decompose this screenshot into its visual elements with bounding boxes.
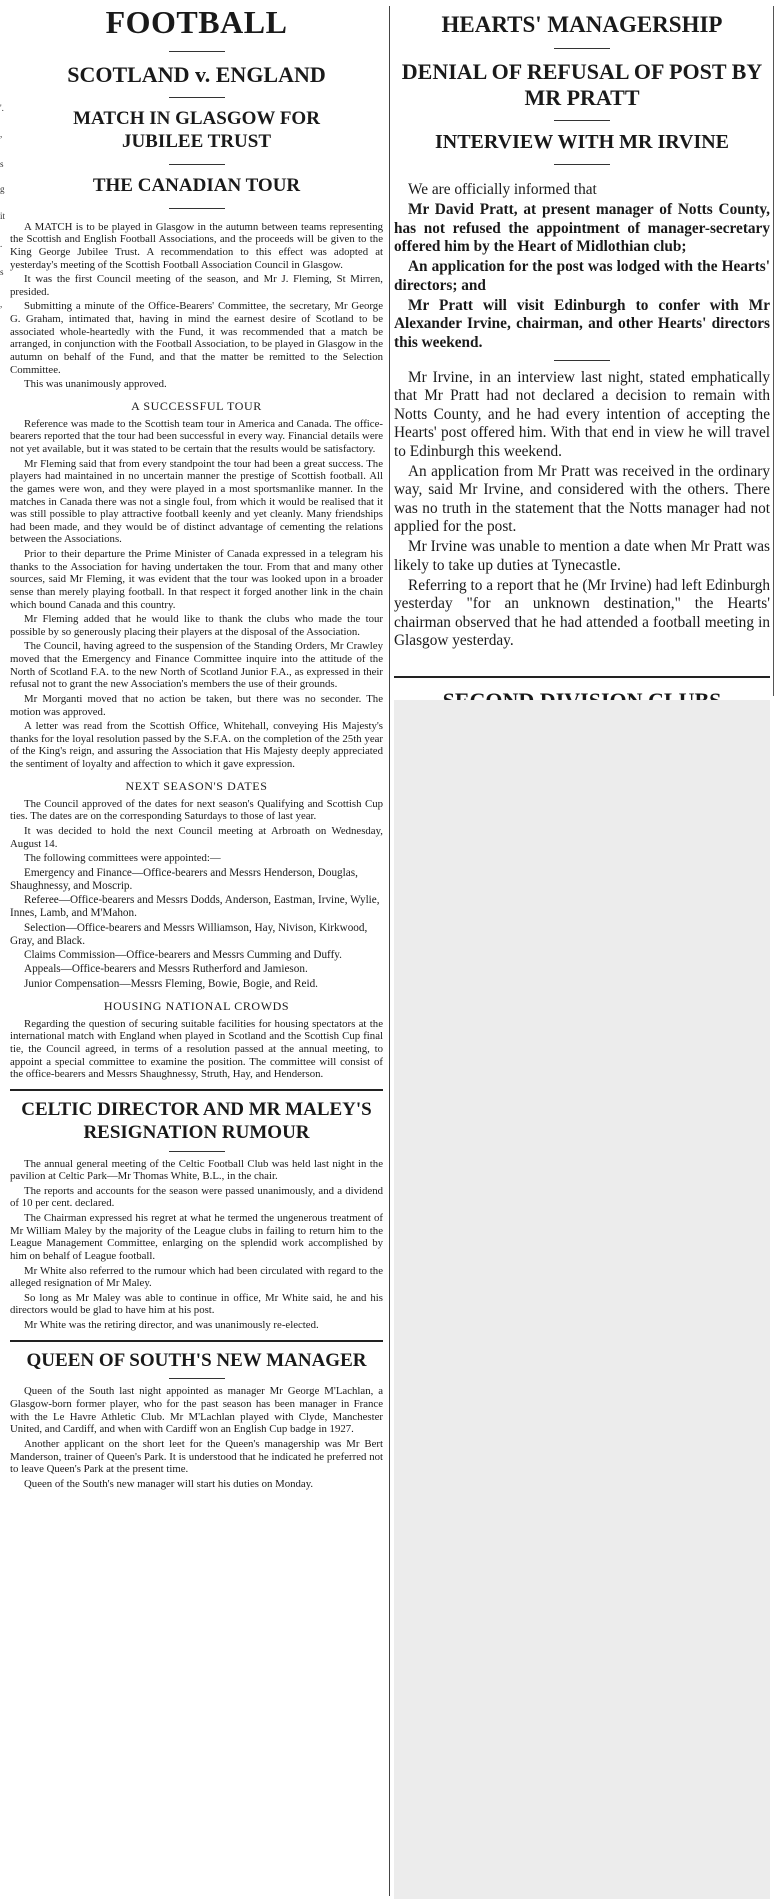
committee-item: Junior Compensation—Messrs Fleming, Bowie, Bogie, and Reid.: [24, 977, 318, 990]
paragraph: It was the first Council meeting of the season, and Mr J. Fleming, St Mirren, presided.: [10, 273, 383, 298]
queen-heading: QUEEN OF SOUTH'S NEW MANAGER: [26, 1349, 367, 1371]
committee-item: Emergency and Finance—Office-bearers and Messrs Henderson, Douglas, Shaughnessy, and Moscrip.: [10, 866, 358, 893]
column-rule-right: [773, 6, 774, 696]
paragraph: The Council, having agreed to the suspension of the Standing Orders, Mr Crawley moved that the Emergency and Finance Committee inquire into the attitude of the North of Scotland F.A. to the new North of Scotland Junior F.A., as expressed in their refusal not to grant the new Association's members the use of their grounds.: [10, 640, 383, 691]
paragraph: Mr Irvine was unable to mention a date when Mr Pratt was likely to take up duties at Tynecastle.: [394, 538, 770, 574]
paragraph: A MATCH is to be played in Glasgow in the autumn between teams representing the Scottish and English Football Associations, and the proceeds will be given to the King George Jubilee Trust. A recommendation to this effect was adopted at yesterday's meeting of the Scottish Football Association Council in Glasgow.: [10, 220, 383, 271]
paragraph: Mr White was the retiring director, and was unanimously re-elected.: [24, 1319, 319, 1331]
paragraph: A letter was read from the Scottish Office, Whitehall, conveying His Majesty's thanks for the loyal resolution passed by the S.F.A. on the completion of the 25th year of the King's reign, and assuring the Association that His Majesty deeply appreciated the sentiment of loyalty and affection to which it gave expression.: [10, 720, 383, 771]
paragraph: This was unanimously approved.: [24, 378, 167, 391]
housing-body: [10, 1018, 383, 1081]
intro-body: [10, 221, 383, 391]
paragraph: Mr White also referred to the rumour which had been circulated with regard to the alleged resignation of Mr Maley.: [10, 1264, 383, 1290]
paragraph: Referring to a report that he (Mr Irvine) had left Edinburgh yesterday "for an unknown destination," the Hearts' chairman observed that he had attended a football meeting in Glasgow yesterday.: [394, 576, 770, 649]
tour-body: [10, 418, 383, 771]
paragraph: Queen of the South last night appointed as manager Mr George M'Lachlan, a Glasgow-born former player, who for the past season has been manager in France with the Le Havre Athletic Club. Mr M'Lachlan played with Clyde, Manchester United, and Cardiff, and when with Cardiff won an English Cup badge in 1927.: [10, 1385, 383, 1436]
right-column: [394, 0, 770, 937]
committee-item: Selection—Office-bearers and Messrs Williamson, Hay, Nivison, Kirkwood, Gray, and Black.: [10, 921, 368, 947]
paragraph: The annual general meeting of the Celtic Football Club was held last night in the pavilion at Celtic Park—Mr Thomas White, B.L., in the chair.: [10, 1157, 383, 1183]
paragraph: Mr Fleming said that from every standpoint the tour had been a great success. The players had maintained in no uncertain manner the prestige of Scottish football. All the games were won, and they were played in a most sportsmanlike manner. In the matches in Canada there was not a single foul, from which it would be realised that it was still possible to play attractive football keenly and yet cleanly. Many friendships had been made, and they would be of distinct advantage of cementing the relations between the Associations.: [10, 457, 383, 546]
paragraph: An application for the post was lodged with the Hearts' directors; and: [394, 258, 770, 294]
paragraph: Mr Irvine, in an interview last night, stated emphatically that Mr Pratt had not declared a decision to remain with Notts County, and he had every intention of accepting the Hearts' post offered him. With that end in view he will travel to Edinburgh this weekend.: [394, 369, 770, 460]
match-subtitle: MATCH IN GLASGOW FOR JUBILEE TRUST: [73, 108, 320, 153]
committee-item: Appeals—Office-bearers and Messrs Rutherford and Jamieson.: [24, 963, 308, 976]
official-statement: [394, 181, 770, 352]
committee-item: Claims Commission—Office-bearers and Messrs Cumming and Duffy.: [24, 949, 342, 962]
left-column: [10, 0, 383, 1492]
paragraph: Another applicant on the short leet for the Queen's managership was Mr Bert Manderson, trainer of Queen's Park. It is understood that he indicated he preferred not to leave Queen's Park at the present time.: [10, 1437, 383, 1476]
interview-heading: INTERVIEW WITH MR IRVINE: [434, 131, 730, 154]
paragraph: The Chairman expressed his regret at what he termed the ungenerous treatment of Mr William Maley by the majority of the League clubs in failing to return him to the League Management Committee, enlarging on the splendid work accomplished by him on behalf of League football.: [10, 1212, 383, 1262]
paragraph: So long as Mr Maley was able to continue in office, Mr White said, he and his directors would be glad to have him at his post.: [10, 1291, 383, 1317]
paragraph: Submitting a minute of the Office-Bearers' Committee, the secretary, Mr George G. Graham, intimated that, having in mind the earnest desire of Scotland to be associated whole-heartedly with the Fund, it was recommended that a match be arranged, in conjunction with the Football Association, to be played in Glasgow in the autumn on behalf of the Fund, and that the matter be remitted to the Selection Committee.: [10, 300, 383, 376]
paragraph: The reports and accounts for the season were passed unanimously, and a dividend of 10 per cent. declared.: [10, 1184, 383, 1210]
hearts-headline: HEARTS' MANAGERSHIP: [441, 12, 723, 37]
successful-tour-heading: A SUCCESSFUL TOUR: [131, 398, 262, 413]
paragraph: Prior to their departure the Prime Minister of Canada expressed in a telegram his thanks to the Association for having undertaken the tour. From that and many other sources, said Mr Fleming, it was evident that the tour was looked upon in a broader sense than merely playing football. In that respect it forged another link in the chain which bound Canada and this country.: [10, 548, 383, 611]
football-headline: FOOTBALL: [105, 4, 288, 40]
paragraph: The Council approved of the dates for next season's Qualifying and Scottish Cup ties. The dates are on the corresponding Saturdays to those of last year.: [10, 797, 383, 823]
paragraph: Mr David Pratt, at present manager of Notts County, has not refused the appointment of manager-secretary offered him by the Heart of Midlothian club;: [394, 201, 770, 256]
paragraph: Queen of the South's new manager will start his duties on Monday.: [24, 1477, 314, 1490]
empty-area: [394, 700, 770, 1899]
denial-heading: DENIAL OF REFUSAL OF POST BY MR PRATT: [401, 59, 763, 110]
paragraph: Reference was made to the Scottish team tour in America and Canada. The office-bearers reported that the tour had been successful in every way. Financial details were not yet available, but it was stated to be certain that the results would be satisfactory.: [10, 417, 383, 456]
paragraph: Mr Morganti moved that no action be taken, but there was no seconder. The motion was approved.: [10, 692, 383, 718]
season-body: [10, 798, 383, 991]
paragraph: An application from Mr Pratt was received in the ordinary way, said Mr Irvine, and considered with the others. There was no truth in the statement that the Notts manager had not applied for the post.: [394, 462, 770, 535]
paragraph: Mr Pratt will visit Edinburgh to confer with Mr Alexander Irvine, chairman, and other Hearts' directors this weekend.: [394, 297, 770, 351]
paragraph: It was decided to hold the next Council meeting at Arbroath on Wednesday, August 14.: [10, 824, 383, 850]
celtic-body: [10, 1158, 383, 1332]
next-season-heading: NEXT SEASON'S DATES: [125, 778, 268, 793]
canadian-tour-heading: THE CANADIAN TOUR: [92, 174, 301, 196]
newspaper-page: '. , s g it . s , FOOTBALL SCOTLAND v. ENGLAND MATCH IN GLASGOW FOR JUBILEE TRUST THE CANADIAN TOUR A MATCH is to be played in Glasgow in the autumn between teams representing the Scottish and English Football Associations, and the proceeds will be given to the King George Jubilee Trust. A recommendation to this effect was adopted at yesterday's meeting of the Scottish Football Association Council in Glasgow. It was the first Council meeting of the season, and Mr J. Fleming, St Mirren, presided. Submitting a minute of the Office-Bearers' Committee, the secretary, Mr George G. Graham, intimated that, having in mind the earnest desire of Scotland to be associated whole-heartedly with the Fund, it was recommended that a match be arranged, in conjunction with the Football Association, to be played in Glasgow in the autumn on behalf of the Fund, and that the matter be remitted to the Selection Committee. This was unanimously approved. A SUCCESSFUL TOUR Reference was made to the Scottish team tour in America and Canada. The office-bearers reported that the tour had been successful in every way. Financial details were not yet available, but it was stated to be certain that the results would be satisfactory. Mr Fleming said that from every standpoint the tour had been a great success. The players had maintained in no uncertain manner the prestige of Scottish football. All the games were won, and they were played in a most sportsmanlike manner. In the matches in Canada there was not a single foul, from which it would be realised that it was still possible to play attractive football keenly and yet cleanly. Many friendships had been made, and they would be of distinct advantage of cementing the relations between the Associations. Prior to their departure the Prime Minister of Canada expressed in a telegram his thanks to the Association for having undertaken the tour. From that and many other sources, said Mr Fleming, it was evident that the tour was looked upon in a broader sense than merely playing football. In that respect it forged another link in the chain which bound Canada and this country. Mr Fleming added that he would like to thank the clubs who made the tour possible by so generously placing their players at the disposal of the Association. The Council, having agreed to the suspension of the Standing Orders, Mr Crawley moved that the Emergency and Finance Committee inquire into the attitude of the North of Scotland F.A. to the new North of Scotland Junior F.A., as expressed in their refusal not to grant the new Association's members the use of their grounds. Mr Morganti moved that no action be taken, but there was no seconder. The motion was approved. A letter was read from the Scottish Office, Whitehall, conveying His Majesty's thanks for the loyal resolution passed by the S.F.A. on the completion of the 25th year of the King's reign, and assuring the Association that His Majesty deeply appreciated the sentiment of loyalty and affection to which it gave expression. NEXT SEASON'S DATES The Council approved of the dates for next season's Qualifying and Scottish Cup ties. The dates are on the corresponding Saturdays to those of last year. It was decided to hold the next Council meeting at Arbroath on Wednesday, August 14. The following committees were appointed:— Emergency and Finance—Office-bearers and Messrs Henderson, Douglas, Shaughnessy, and Moscrip. Referee—Office-bearers and Messrs Dodds, Anderson, Eastman, Irvine, Wylie, Innes, Lamb, and M'Mahon. Selection—Office-bearers and Messrs Williamson, Hay, Nivison, Kirkwood, Gray, and Black. Claims Commission—Office-bearers and Messrs Cumming and Duffy. Appeals—Office-bearers and Messrs Rutherford and Jamieson. Junior Compensation—Messrs Fleming, Bowie, Bogie, and Reid. HOUSING NATIONAL CROWDS Regarding the question of securing suitable facilities for housing spectators at the international match with England when played in Scotland and the Scottish Cup final tie, the Council agreed, in terms of a resolution passed at the annual meeting, to appoint a special committee to examine the position. The committee will consist of the office-bearers and Messrs Shaughnessy, Struth, Hay, and Henderson. CELTIC DIRECTOR AND MR MALEY'S RESIGNATION RUMOUR The annual general meeting of the Celtic Football Club was held last night in the pavilion at Celtic Park—Mr Thomas White, B.L., in the chair. The reports and accounts for the season were passed unanimously, and a dividend of 10 per cent. declared. The Chairman expressed his regret at what he termed the ungenerous treatment of Mr William Maley by the majority of the League clubs in failing to return him to the League Management Committee, enlarging on the splendid work accomplished by him on behalf of League football. Mr White also referred to the rumour which had been circulated with regard to the alleged resignation of Mr Maley. So long as Mr Maley was able to continue in office, Mr White said, he and his directors would be glad to have him at his post. Mr White was the retiring director, and was unanimously re-elected. QUEEN OF SOUTH'S NEW MANAGER Queen of the South last night appointed as manager Mr George M'Lachlan, a Glasgow-born former player, who for the past season has been manager in France with the Le Havre Athletic Club. Mr M'Lachlan played with Clyde, Manchester United, and Cardiff, and when with Cardiff won an English Cup badge in 1927. Another applicant on the short leet for the Queen's managership was Mr Bert Manderson, trainer of Queen's Park. It is understood that he indicated he preferred not to leave Queen's Park at the present time. Queen of the South's new manager will start his duties on Monday. HEARTS' MANAGERSHIP DENIAL OF REFUSAL OF POST BY MR PRATT INTERVIEW WITH MR IRVINE We are officially informed that Mr David Pratt, at present manager of Notts County, has not refused the appointment of manager-secretary offered him by the Heart of Midlothian club; An application for the post was lodged with the Hearts' directors; and Mr Pratt will visit Edinburgh to confer with Mr Alexander Irvine, chairman, and other Hearts' directors this weekend. Mr Irvine, in an interview last night, stated emphatically that Mr Pratt had not declared a decision to remain with Notts County, and he had every intention of accepting the Hearts' post offered him. With that end in view he will travel to Edinburgh this weekend. An application from Mr Pratt was received in the ordinary way, said Mr Irvine, and considered with the others. There was no truth in the statement that the Notts manager had not applied for the post. Mr Irvine was unable to mention a date when Mr Pratt was likely to take up duties at Tynecastle. Referring to a report that he (Mr Irvine) had left Edinburgh yesterday "for an unknown destination," the Hearts' chairman observed that he had attended a football meeting in Glasgow yesterday.: [0, 0, 780, 1899]
committee-item: Referee—Office-bearers and Messrs Dodds, Anderson, Eastman, Irvine, Wylie, Innes, Lamb, and M'Mahon.: [10, 894, 380, 920]
irvine-body: [394, 369, 770, 650]
queen-body: [10, 1385, 383, 1490]
housing-heading: HOUSING NATIONAL CROWDS: [103, 998, 290, 1013]
paragraph: We are officially informed that: [408, 181, 597, 199]
paragraph: Regarding the question of securing suitable facilities for housing spectators at the international match with England when played in Scotland and the Scottish Cup final tie, the Council agreed, in terms of a resolution passed at the annual meeting, to appoint a special committee to examine the position. The committee will consist of the office-bearers and Messrs Shaughnessy, Struth, Hay, and Henderson.: [10, 1017, 383, 1081]
match-title: SCOTLAND v. ENGLAND: [67, 62, 326, 87]
paragraph: Mr Fleming added that he would like to thank the clubs who made the tour possible by so generously placing their players at the disposal of the Association.: [10, 613, 383, 638]
celtic-heading: CELTIC DIRECTOR AND MR MALEY'S RESIGNATION RUMOUR: [21, 1098, 372, 1143]
column-rule: [389, 6, 390, 1896]
paragraph: The following committees were appointed:—: [24, 852, 221, 865]
